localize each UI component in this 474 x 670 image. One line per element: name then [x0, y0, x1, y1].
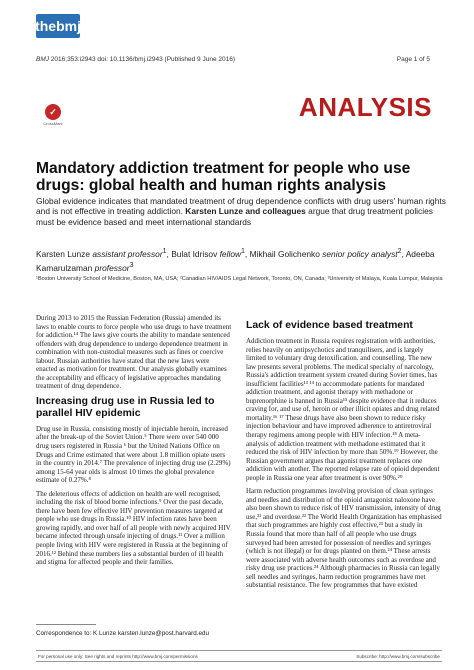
footer-bar [36, 650, 442, 662]
crossmark-label: CrossMark [43, 121, 63, 126]
footer-divider [36, 624, 96, 625]
author-name: Karsten Lunze [36, 248, 91, 259]
crossmark-icon: ✓ [45, 104, 61, 120]
author-affil-ref: 1 [162, 248, 167, 255]
author-role: assistant professor [92, 248, 163, 259]
author-role: professor [94, 262, 130, 273]
author-affiliations: ¹Boston University School of Medicine, Boston, MA, USA; ²Canadian HIV/AIDS Legal Network, Toronto, ON, Canada; ³University of Malaya, Kuala Lumpur, Malaysia [36, 276, 443, 282]
author-name: Mikhail Golichenko [249, 248, 320, 259]
author-role: fellow [219, 248, 242, 259]
body-paragraph: Addiction treatment in Russia requires registration with authorities, relies heavily on antipsychotics and tranquilisers, and is largely limited to voluntary drug detoxification. and counselling. The new law presents several problems. The medical specialty of narcology, Russia's addiction treatment system created during Soviet times, has insufficient facilities¹³ ¹⁴ to accommodate patients for mandated addiction treatment, and agonist therapy with methadone or buprenorphine is banned in Russia¹⁵ despite evidence that it reduces craving for, and use of, heroin or other illicit opiates and drug related mortality.¹⁶ ¹⁷ These drugs have also been shown to reduce risky injection behaviour and have improved adherence to antiretroviral therapy regimens among people with HIV infection.¹⁸ A meta-analysis of addiction treatment with methadone estimated that it reduced the risk of HIV infection by more than 50%.¹⁹ However, the Russian government argues that agonist treatment replaces one addiction with another. The reported relapse rate of opioid dependent people in Russia one year after treatment is over 90%.²⁰ [246, 337, 440, 482]
article-title: Mandatory addiction treatment for people who use drugs: global health and human rights analysis [36, 160, 411, 194]
standfirst-tail: argue that drug treatment policies must be evidence based and meet international standards [36, 206, 433, 227]
author-list: Karsten Lunze assistant professor$^1$, Bulat Idrisov fellow$^1$, Mikhail Golichenko senior policy analyst$^2$, Adeeba Kamarulzaman professor$^3$ [36, 248, 435, 273]
author-name: Adeeba Kamarulzaman [36, 248, 435, 273]
author-name: Bulat Idrisov [171, 248, 218, 259]
left-column [36, 314, 232, 572]
section-heading: Increasing drug use in Russia led to parallel HIV epidemic [36, 395, 215, 419]
body-paragraph: The deleterious effects of addiction on health are well recognised, including the risk of blood borne infections.⁹ Over the past decade, there have been few effective HIV prevention measures targeted at people who use drugs in Russia.¹⁰ HIV infection rates have been growing rapidly, and over half of all people with newly acquired HIV became infected through unsafe injecting of drugs.¹¹ Over a million people living with HIV were registered in Russia at the beginning of 2016.¹² Behind these numbers lies a substantial burden of ill health and stigma for affected people and their families. [36, 489, 231, 567]
author-affil-ref: 1 [241, 248, 245, 255]
body-paragraph: Drug use in Russia, consisting mostly of injectable heroin, increased after the break-up of the Soviet Union.⁵ There were over 540 000 drug users registered in Russia ⁶ but the United Nations Office on Drugs and Crime estimated that were about 1.8 million opiate users in the country in 2014.⁷ The prevalence of injecting drug use (2.29%) among 15-64 year olds is almost 10 times the global prevalence estimate of 0.27%.⁸ [36, 424, 231, 485]
intro-paragraph: During 2013 to 2015 the Russian Federation (Russia) amended its laws to enable courts to force people who use drugs to have treatment for addiction.¹⁴ The laws give courts the ability to mandate sentenced offenders with drug dependence to undergo dependence treatment in combination with non-custodial measures such as fines or coercive labour. Russian authorities have stated that the new laws were enacted as motivation for treatment. Our analysis globally examines the acceptability and efficacy of legislative approaches mandating treatment of drug dependence. [36, 314, 232, 391]
section-label: ANALYSIS [298, 92, 432, 122]
standfirst-text: Global evidence indicates that mandated treatment of drug dependence conflicts with drug users' human rights and is not effective in treating addiction. [36, 196, 446, 217]
body-paragraph: Harm reduction programmes involving provision of clean syringes and needles and distribution of the opioid antagonist naloxone have also been shown to reduce risk of HIV transmission, intensity of drug use,²¹ and overdose.²² The World Health Organization has emphasised that such programmes are highly cost effective,²³ but a study in Russia found that more than half of all people who use drugs surveyed had been arrested for possession of needles and syringes (which is not illegal) or for drugs planted on them.²⁴ These arrests were associated with adverse health outcomes such as overdose and risky drug use practices.²⁴ Although pharmacies in Russia can legally sell needles and syringes, harm reduction programmes have met substantial resistance. The few programmes that have existed [246, 487, 442, 590]
citation-details: 2016;353:i2943 doi: 10.1136/bmj.i2943 (Published 9 June 2016) [49, 56, 235, 63]
citation-journal: BMJ [36, 56, 49, 63]
correspondence-note: Correspondence to: K Lunze karsten.lunze@post.harvard.edu [36, 630, 210, 637]
standfirst [36, 196, 448, 227]
article-citation [36, 56, 235, 63]
bmj-logo: thebmj [36, 14, 80, 38]
standfirst-authors: Karsten Lunze and colleagues [185, 206, 306, 217]
author-role: senior policy analyst [322, 248, 398, 259]
permissions-link[interactable]: For personal use only: See rights and reprints http://www.bmj.com/permissions [38, 653, 198, 659]
section-heading: Lack of evidence based treatment [246, 320, 413, 331]
author-affil-ref: 3 [129, 261, 134, 269]
crossmark-badge[interactable] [38, 104, 68, 126]
author-affil-ref: 2 [397, 248, 402, 255]
subscribe-link[interactable]: Subscribe: http://www.bmj.com/subscribe [356, 653, 440, 659]
right-column [246, 320, 442, 595]
page-number: Page 1 of 5 [396, 56, 430, 63]
